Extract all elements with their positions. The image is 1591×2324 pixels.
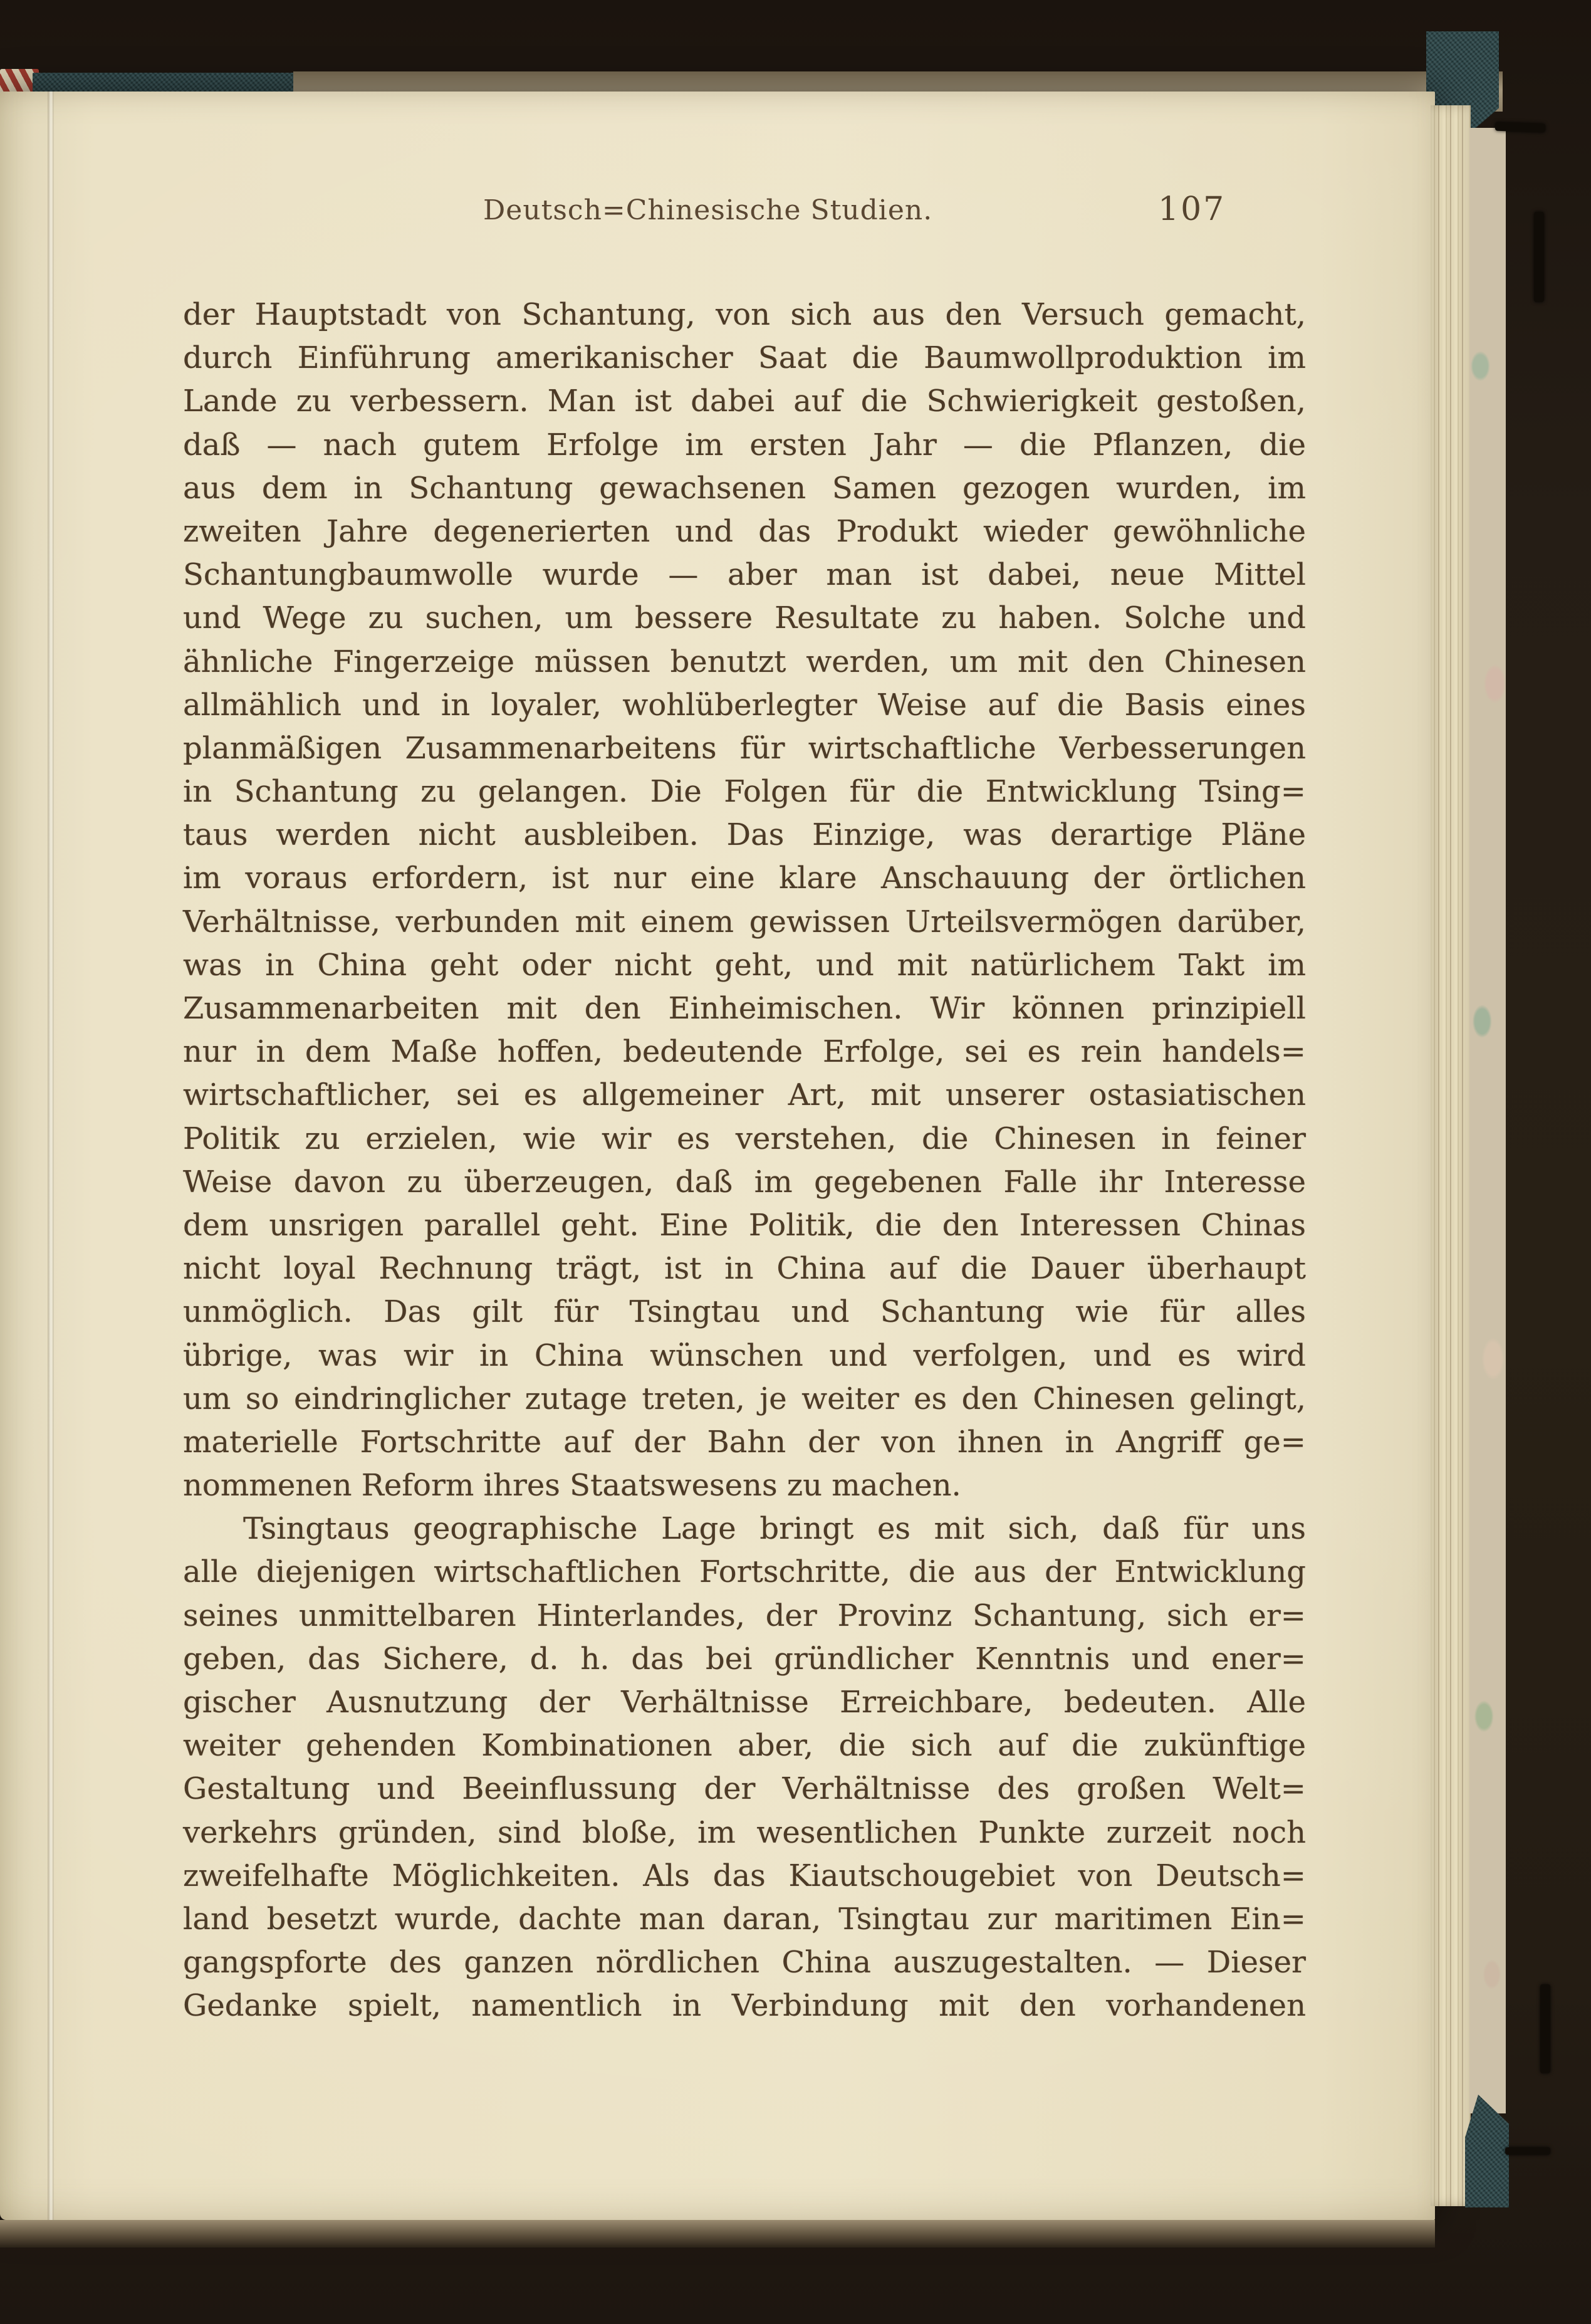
cover-stitch <box>1540 1984 1550 2073</box>
text-line: aus dem in Schantung gewachsenen Samen gezogen wurden, im <box>183 470 1306 506</box>
book-page <box>0 92 1435 2220</box>
text-line: dem unsrigen parallel geht. Eine Politik, die den Interessen Chinas <box>183 1207 1306 1243</box>
text-line: nommenen Reform ihres Staatswesens zu machen. <box>183 1468 961 1504</box>
text-line: Weise davon zu überzeugen, daß im gegebenen Falle ihr Interesse <box>183 1164 1306 1200</box>
page-number: 107 <box>1158 191 1226 228</box>
text-line: seines unmittelbaren Hinterlandes, der Provinz Schantung, sich er= <box>183 1598 1306 1633</box>
text-line: Lande zu verbessern. Man ist dabei auf die Schwierigkeit gestoßen, <box>183 384 1306 419</box>
text-line: der Hauptstadt von Schantung, von sich aus den Versuch gemacht, <box>183 297 1306 332</box>
text-line: Politik zu erzielen, wie wir es verstehen, die Chinesen in feiner <box>183 1121 1306 1156</box>
text-line: durch Einführung amerikanischer Saat die Baumwollproduktion im <box>183 340 1306 376</box>
text-line: ähnliche Fingerzeige müssen benutzt werden, um mit den Chinesen <box>183 644 1306 679</box>
text-line: Gestaltung und Beeinflussung der Verhältnisse des großen Welt= <box>183 1771 1306 1807</box>
text-line: im voraus erfordern, ist nur eine klare Anschauung der örtlichen <box>183 861 1306 896</box>
text-line: was in China geht oder nicht geht, und mit natürlichem Takt im <box>183 947 1306 983</box>
text-line: daß — nach gutem Erfolge im ersten Jahr — die Pflanzen, die <box>183 427 1306 463</box>
text-line: wirtschaftlicher, sei es allgemeiner Art, mit unserer ostasiatischen <box>183 1077 1306 1113</box>
text-line: Tsingtaus geographische Lage bringt es mit sich, daß für uns <box>243 1511 1306 1547</box>
text-line: und Wege zu suchen, um bessere Resultate zu haben. Solche und <box>183 600 1306 636</box>
text-block <box>183 293 1306 2028</box>
text-line: Schantungbaumwolle wurde — aber man ist dabei, neue Mittel <box>183 557 1306 593</box>
running-head <box>183 191 1305 234</box>
text-line: nicht loyal Rechnung trägt, ist in China auf die Dauer überhaupt <box>183 1251 1306 1287</box>
page-bottom-edge <box>0 2220 1435 2248</box>
fore-edge-pages <box>1431 105 1471 2206</box>
text-line: gischer Ausnutzung der Verhältnisse Erreichbare, bedeuten. Alle <box>183 1685 1306 1720</box>
text-line: weiter gehenden Kombinationen aber, die sich auf die zukünftige <box>183 1728 1306 1764</box>
text-line: Zusammenarbeiten mit den Einheimischen. Wir können prinzipiell <box>183 991 1306 1026</box>
text-line: unmöglich. Das gilt für Tsingtau und Schantung wie für alles <box>183 1294 1306 1330</box>
text-line: Gedanke spielt, namentlich in Verbindung mit den vorhandenen <box>183 1988 1306 2024</box>
text-line: materielle Fortschritte auf der Bahn der von ihnen in Angriff ge= <box>183 1424 1306 1460</box>
text-line: verkehrs gründen, sind bloße, im wesentlichen Punkte zurzeit noch <box>183 1814 1306 1850</box>
cover-stitch <box>1505 2147 1550 2155</box>
cover-stitch <box>1534 212 1544 302</box>
running-title: Deutsch=Chinesische Studien. <box>483 194 933 226</box>
gutter-crease <box>48 92 54 2220</box>
text-line: zweifelhafte Möglichkeiten. Als das Kiautschougebiet von Deutsch= <box>183 1858 1306 1893</box>
text-line: übrige, was wir in China wünschen und verfolgen, und es wird <box>183 1337 1306 1373</box>
text-line: planmäßigen Zusammenarbeitens für wirtschaftliche Verbesserungen <box>183 730 1306 766</box>
text-line: land besetzt wurde, dachte man daran, Tsingtau zur maritimen Ein= <box>183 1901 1306 1937</box>
text-line: allmählich und in loyaler, wohlüberlegter Weise auf die Basis eines <box>183 687 1306 723</box>
text-line: zweiten Jahre degenerierten und das Produkt wieder gewöhnliche <box>183 513 1306 549</box>
text-line: Verhältnisse, verbunden mit einem gewissen Urteilsvermögen darüber, <box>183 904 1306 940</box>
text-line: gangspforte des ganzen nördlichen China auszugestalten. — Dieser <box>183 1945 1306 1981</box>
text-line: in Schantung zu gelangen. Die Folgen für die Entwicklung Tsing= <box>183 774 1306 810</box>
text-line: um so eindringlicher zutage treten, je weiter es den Chinesen gelingt, <box>183 1381 1306 1416</box>
text-line: nur in dem Maße hoffen, bedeutende Erfolge, sei es rein handels= <box>183 1034 1306 1070</box>
marbled-endpaper-edge <box>1469 128 1506 2113</box>
cover-stitch <box>1495 122 1545 133</box>
text-line: geben, das Sichere, d. h. das bei gründlicher Kenntnis und ener= <box>183 1641 1306 1677</box>
text-line: alle diejenigen wirtschaftlichen Fortschritte, die aus der Entwicklung <box>183 1554 1306 1590</box>
text-line: taus werden nicht ausbleiben. Das Einzige, was derartige Pläne <box>183 817 1306 853</box>
